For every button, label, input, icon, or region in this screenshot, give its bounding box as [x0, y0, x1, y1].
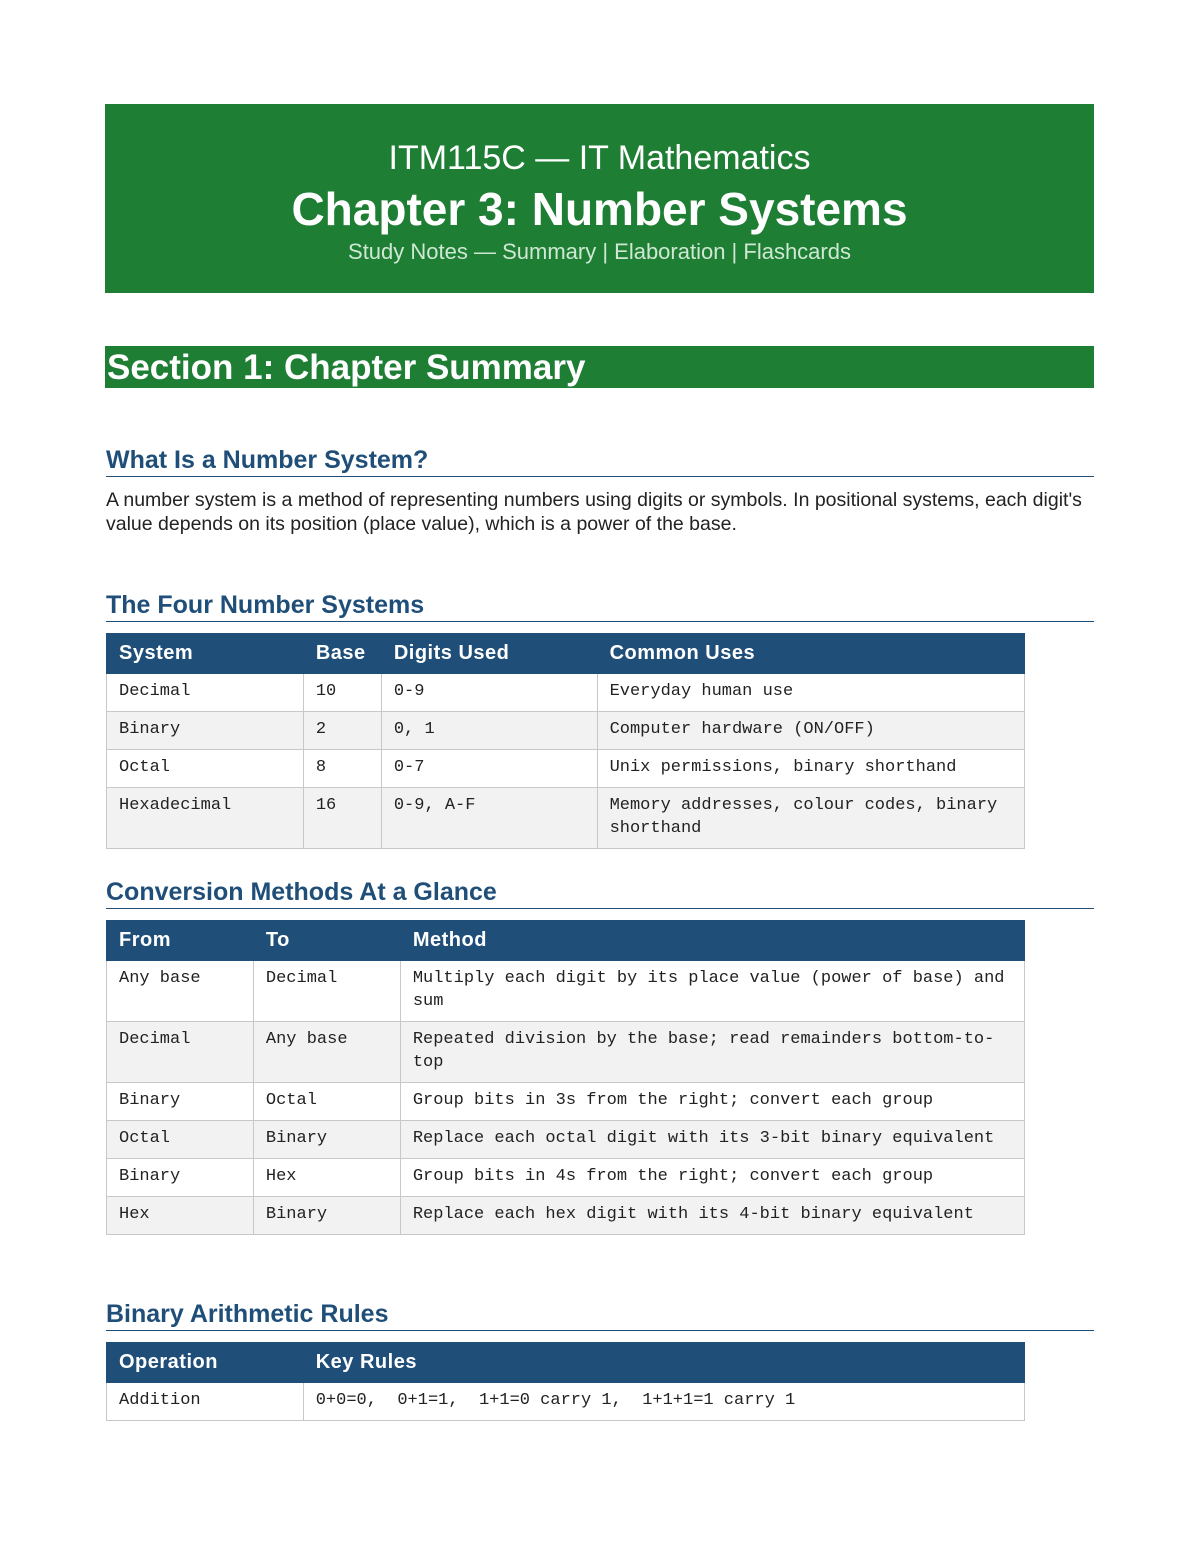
- banner-subtitle: Study Notes — Summary | Elaboration | Flashcards: [348, 239, 851, 264]
- col-header: Common Uses: [597, 634, 1024, 674]
- table-row: [107, 961, 1025, 1022]
- table-row: [107, 1022, 1025, 1083]
- table-row: [107, 674, 1025, 712]
- table-cell: Everyday human use: [597, 674, 1024, 712]
- table-cell: Replace each hex digit with its 4-bit binary equivalent: [400, 1197, 1024, 1235]
- heading-what-is: What Is a Number System?: [106, 444, 1094, 477]
- table-cell: Multiply each digit by its place value (power of base) and sum: [400, 961, 1024, 1022]
- table-cell: Hex: [253, 1159, 400, 1197]
- table-row: [107, 1383, 1025, 1421]
- table-cell: Computer hardware (ON/OFF): [597, 712, 1024, 750]
- table-row: [107, 712, 1025, 750]
- table-header-row: [107, 634, 1025, 674]
- table-cell: 10: [303, 674, 381, 712]
- table-cell: Hex: [107, 1197, 254, 1235]
- col-header: Key Rules: [303, 1343, 1024, 1383]
- chapter-title: Chapter 3: Number Systems: [291, 183, 908, 235]
- table-cell: Binary: [107, 1159, 254, 1197]
- table-cell: Binary: [253, 1121, 400, 1159]
- heading-conversion: Conversion Methods At a Glance: [106, 876, 1094, 909]
- arithmetic-table: [106, 1342, 1025, 1421]
- table-cell: Octal: [253, 1083, 400, 1121]
- table-cell: Decimal: [253, 961, 400, 1022]
- table-cell: Group bits in 3s from the right; convert each group: [400, 1083, 1024, 1121]
- col-header: To: [253, 921, 400, 961]
- table-cell: 16: [303, 788, 381, 849]
- col-header: Operation: [107, 1343, 304, 1383]
- table-row: [107, 788, 1025, 849]
- title-banner: [105, 104, 1094, 293]
- table-cell: Decimal: [107, 674, 304, 712]
- table-cell: Binary: [253, 1197, 400, 1235]
- table-row: [107, 1083, 1025, 1121]
- table-cell: 2: [303, 712, 381, 750]
- section-heading-bar: [105, 346, 1094, 388]
- table-cell: Hexadecimal: [107, 788, 304, 849]
- col-header: Digits Used: [381, 634, 597, 674]
- table-row: [107, 1121, 1025, 1159]
- heading-four-systems: The Four Number Systems: [106, 589, 1094, 622]
- table-cell: 0+0=0, 0+1=1, 1+1=0 carry 1, 1+1+1=1 carry 1: [303, 1383, 1024, 1421]
- table-row: [107, 1197, 1025, 1235]
- intro-paragraph: A number system is a method of representing numbers using digits or symbols. In positional systems, each digit's value depends on its position (place value), which is a power of the base.: [106, 489, 1082, 535]
- conversion-table: [106, 920, 1025, 1235]
- table-row: [107, 1159, 1025, 1197]
- table-cell: 8: [303, 750, 381, 788]
- col-header: Base: [303, 634, 381, 674]
- table-cell: Octal: [107, 750, 304, 788]
- table-cell: Addition: [107, 1383, 304, 1421]
- table-cell: Repeated division by the base; read remainders bottom-to-top: [400, 1022, 1024, 1083]
- table-cell: Memory addresses, colour codes, binary shorthand: [597, 788, 1024, 849]
- table-cell: Octal: [107, 1121, 254, 1159]
- table-cell: 0-9, A-F: [381, 788, 597, 849]
- table-cell: Decimal: [107, 1022, 254, 1083]
- col-header: From: [107, 921, 254, 961]
- table-cell: Binary: [107, 1083, 254, 1121]
- table-cell: Any base: [107, 961, 254, 1022]
- heading-arithmetic: Binary Arithmetic Rules: [106, 1298, 1094, 1331]
- table-cell: Any base: [253, 1022, 400, 1083]
- table-row: [107, 750, 1025, 788]
- table-header-row: [107, 1343, 1025, 1383]
- table-header-row: [107, 921, 1025, 961]
- table-cell: Unix permissions, binary shorthand: [597, 750, 1024, 788]
- number-systems-table: [106, 633, 1025, 849]
- table-cell: 0, 1: [381, 712, 597, 750]
- table-cell: Binary: [107, 712, 304, 750]
- col-header: System: [107, 634, 304, 674]
- table-cell: Group bits in 4s from the right; convert each group: [400, 1159, 1024, 1197]
- col-header: Method: [400, 921, 1024, 961]
- section-title: Section 1: Chapter Summary: [107, 348, 586, 387]
- course-title: ITM115C — IT Mathematics: [388, 139, 811, 177]
- table-cell: Replace each octal digit with its 3-bit binary equivalent: [400, 1121, 1024, 1159]
- table-cell: 0-7: [381, 750, 597, 788]
- table-cell: 0-9: [381, 674, 597, 712]
